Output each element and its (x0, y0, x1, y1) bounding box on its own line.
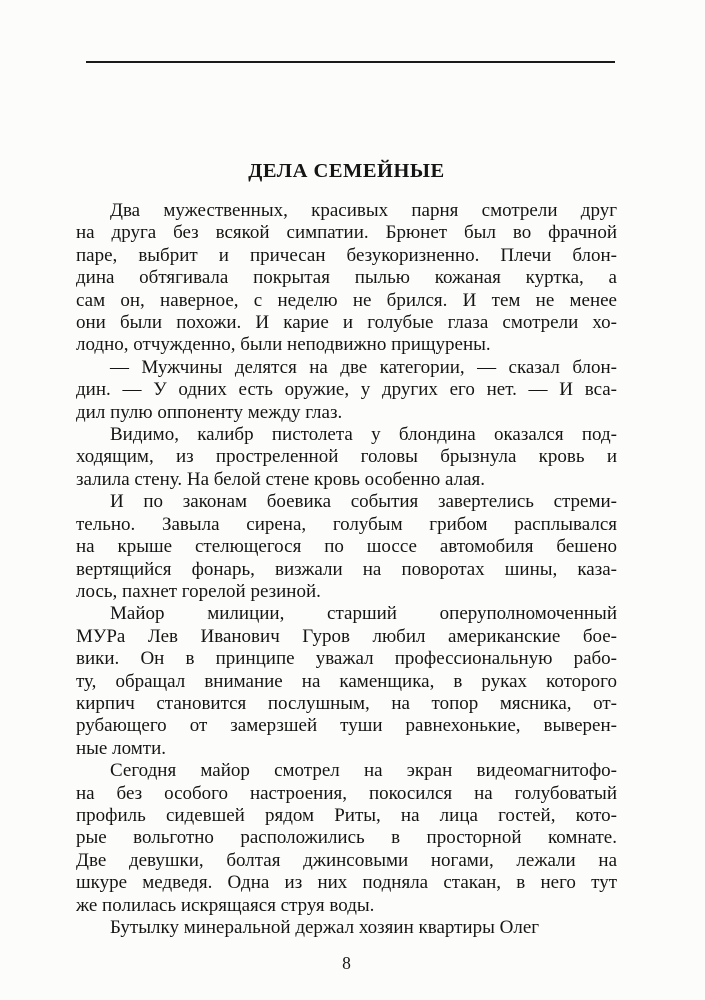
chapter-title: ДЕЛА СЕМЕЙНЫЕ (248, 160, 445, 182)
text-line: тельно. Завыла сирена, голубым грибом расплывался (76, 513, 617, 535)
paragraph (76, 760, 617, 917)
text-line: на без особого настроения, покосился на голубоватый (76, 782, 617, 804)
text-line: кирпич становится послушным, на топор мясника, от- (76, 692, 617, 714)
text-line: рые вольготно расположились в просторной комнате. (76, 827, 617, 849)
text-line: лодно, отчужденно, были неподвижно прищурены. (76, 334, 491, 356)
page-number: 8 (342, 953, 351, 973)
text-line: же полилась искрящаяся струя воды. (76, 894, 375, 916)
text-line: дина обтягивала покрытая пылью кожаная куртка, а (76, 267, 617, 289)
text-line: лось, пахнет горелой резиной. (76, 580, 321, 602)
paragraph (76, 200, 617, 357)
text-line: ходящим, из простреленной головы брызнула кровь и (76, 446, 617, 468)
page-body (76, 200, 617, 939)
text-line: шкуре медведя. Одна из них подняла стакан, в него тут (76, 872, 617, 894)
text-line: паре, выбрит и причесан безукоризненно. Плечи блон- (76, 244, 617, 266)
text-line: Бутылку минеральной держал хозяин квартиры Олег (110, 917, 540, 938)
text-line: они были похожи. И карие и голубые глаза смотрели хо- (76, 312, 617, 334)
text-line: дин. — У одних есть оружие, у других его нет. — И вса- (76, 379, 617, 401)
text-line: И по законам боевика события завертелись стреми- (110, 491, 617, 513)
text-line: — Мужчины делятся на две категории, — сказал блон- (110, 356, 617, 378)
text-line: Сегодня майор смотрел на экран видеомагнитофо- (110, 760, 617, 782)
text-line: залила стену. На белой стене кровь особенно алая. (76, 468, 485, 490)
text-line: дил пулю оппоненту между глаз. (76, 401, 343, 423)
text-line: ные ломти. (76, 737, 166, 759)
text-line: на крыше стелющегося по шоссе автомобиля бешено (76, 536, 617, 558)
text-line: Майор милиции, старший оперуполномоченный (110, 603, 617, 625)
text-line: рубающего от замерзшей туши равнехонькие, выверен- (76, 715, 617, 737)
text-line: сам он, наверное, с неделю не брился. И тем не менее (76, 289, 617, 311)
text-line: Два мужественных, красивых парня смотрели друг (110, 200, 617, 221)
text-line: вертящийся фонарь, визжали на поворотах шины, каза- (76, 558, 617, 580)
paragraph (76, 917, 617, 939)
paragraph (76, 424, 617, 491)
text-line: ту, обращал внимание на каменщика, в руках которого (76, 670, 617, 692)
text-line: вики. Он в принципе уважал профессиональную рабо- (76, 648, 617, 670)
paragraph (76, 357, 617, 424)
text-line: Видимо, калибр пистолета у блондина оказался под- (110, 424, 617, 446)
text-line: МУРа Лев Иванович Гуров любил американские бое- (76, 625, 617, 647)
paragraph (76, 491, 617, 603)
paragraph (76, 603, 617, 760)
text-line: Две девушки, болтая джинсовыми ногами, лежали на (76, 849, 617, 871)
text-line: на друга без всякой симпатии. Брюнет был во фрачной (76, 222, 617, 244)
header-rule (86, 61, 615, 63)
text-line: профиль сидевшей рядом Риты, на лица гостей, кото- (76, 804, 617, 826)
